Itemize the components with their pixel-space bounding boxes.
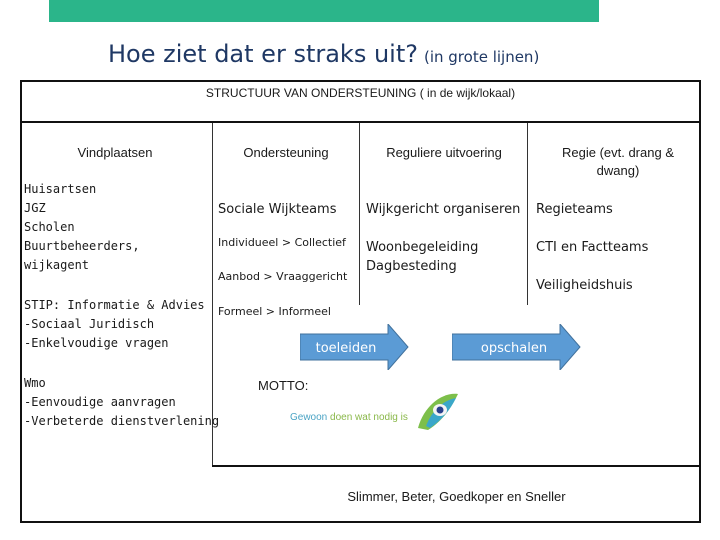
structure-header <box>20 80 701 123</box>
motto-label: MOTTO: <box>258 378 309 393</box>
footer-divider <box>212 465 701 467</box>
toeleiden-label: toeleiden <box>315 341 377 356</box>
top-accent-bar <box>49 0 599 22</box>
list-item: -Enkelvoudige vragen <box>24 336 169 350</box>
peacock-logo-icon <box>414 388 460 432</box>
reguliere-item: Wijkgericht organiseren <box>366 202 521 217</box>
motto-logo-word: Gewoon <box>290 412 328 423</box>
page-title-main: Hoe ziet dat er straks uit? <box>108 40 418 68</box>
vindplaatsen-group-2 <box>24 296 205 353</box>
column-header-regie-line2: dwang) <box>596 163 640 178</box>
vindplaatsen-group-1 <box>24 180 140 275</box>
vindplaatsen-group-3 <box>24 374 219 431</box>
column-header-regie <box>538 144 698 180</box>
opschalen-arrow <box>452 324 582 370</box>
column-header-vindplaatsen: Vindplaatsen <box>77 145 153 160</box>
reguliere-item: Woonbegeleiding <box>366 240 479 255</box>
list-item: Wmo <box>24 376 46 390</box>
list-item: -Verbeterde dienstverlening <box>24 414 220 428</box>
opschalen-label: opschalen <box>480 341 548 356</box>
column-divider <box>359 123 360 305</box>
page-title-subtitle: (in grote lijnen) <box>423 48 540 66</box>
ondersteuning-item: Aanbod > Vraaggericht <box>218 270 348 283</box>
column-header-reguliere: Reguliere uitvoering <box>386 145 502 160</box>
column-header-regie-line1: Regie (evt. drang & <box>561 145 674 160</box>
ondersteuning-item: Sociale Wijkteams <box>218 202 337 217</box>
list-item: JGZ <box>24 201 46 215</box>
structure-title: STRUCTUUR VAN ONDERSTEUNING ( in de wijk/lokaal) <box>205 86 516 100</box>
footer-slogan: Slimmer, Beter, Goedkoper en Sneller <box>347 489 566 504</box>
ondersteuning-item: Formeel > Informeel <box>218 305 331 318</box>
column-divider <box>527 123 528 305</box>
page-title <box>108 40 539 68</box>
motto-logo-text <box>290 412 408 423</box>
column-header-ondersteuning: Ondersteuning <box>243 145 329 160</box>
list-item: -Sociaal Juridisch <box>24 317 155 331</box>
regie-item: Veiligheidshuis <box>536 278 633 293</box>
list-item: Huisartsen <box>24 182 97 196</box>
ondersteuning-item: Individueel > Collectief <box>218 236 346 249</box>
list-item: Scholen <box>24 220 75 234</box>
regie-item: CTI en Factteams <box>536 240 649 255</box>
list-item: wijkagent <box>24 258 90 272</box>
reguliere-item: Dagbesteding <box>366 259 457 274</box>
motto-logo-phrase: doen wat nodig is <box>330 412 408 423</box>
list-item: -Eenvoudige aanvragen <box>24 395 176 409</box>
toeleiden-arrow <box>300 324 410 370</box>
list-item: STIP: Informatie & Advies <box>24 298 205 312</box>
regie-item: Regieteams <box>536 202 613 217</box>
list-item: Buurtbeheerders, <box>24 239 140 253</box>
